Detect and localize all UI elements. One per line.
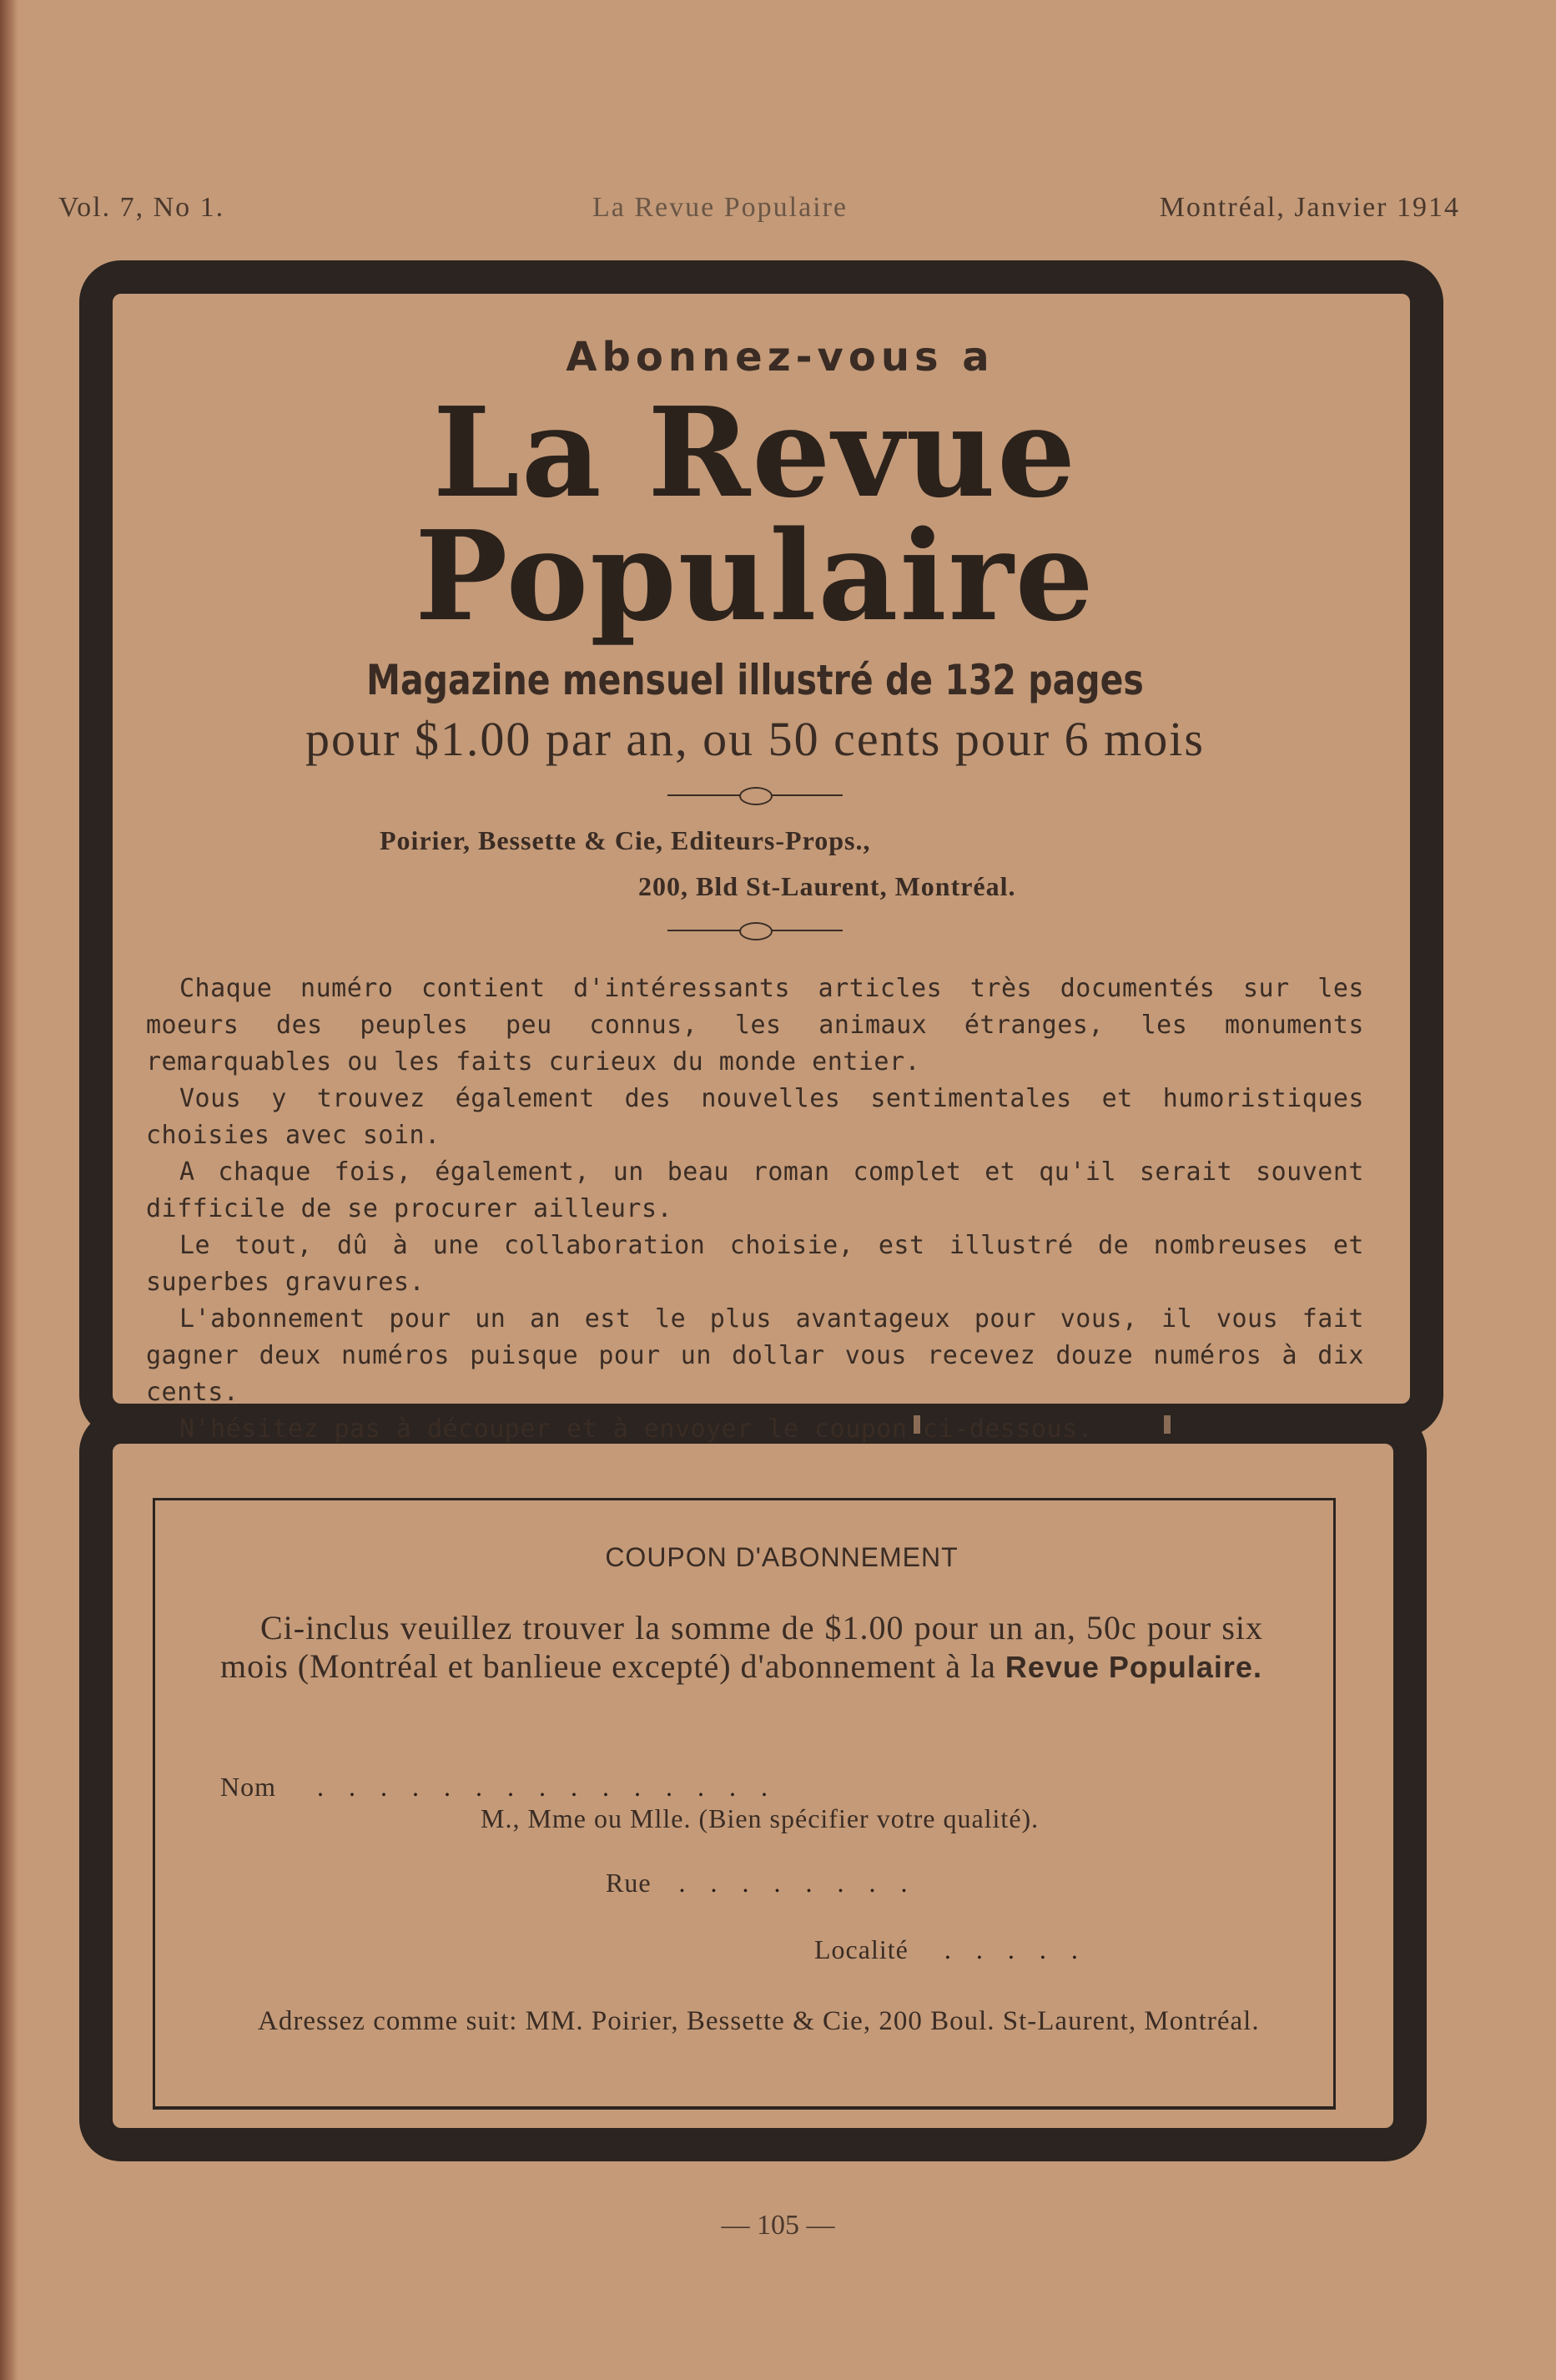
page-number: — 105 — — [721, 2210, 835, 2241]
coupon-title: COUPON D'ABONNEMENT — [605, 1542, 959, 1572]
book-spine-edge — [0, 0, 18, 2380]
running-header — [58, 192, 1460, 234]
mailing-address-text: Adressez comme suit: MM. Poirier, Bessette & Cie, 200 Boul. St-Laurent, Montréal. — [258, 2006, 1260, 2036]
name-label: Nom — [220, 1772, 276, 1802]
body-paragraph: A chaque fois, également, un beau roman complet et qu'il serait souvent difficile de se procurer ailleurs. — [146, 1157, 1364, 1223]
name-hint: M., Mme ou Mlle. (Bien spécifier votre qualité). — [481, 1803, 1040, 1833]
coupon-intro: Ci-inclus veuillez trouver la somme de $1.00 pour un an, 50c pour six mois (Montréal et banlieue excepté) d'abonnement à la — [220, 1609, 1263, 1685]
divider-ornament — [667, 785, 843, 805]
locality-line — [814, 1934, 1103, 1965]
locality-dots: ..... — [944, 1934, 1103, 1964]
publication-name: La Revue Populaire — [592, 192, 848, 223]
body-paragraph: L'abonnement pour un an est le plus avantageux pour vous, il vous fait gagner deux numéros puisque pour un dollar vous recevez douze numéros à dix cents. — [146, 1304, 1364, 1407]
name-line — [220, 1772, 793, 1803]
subscription-advertisement — [146, 334, 1364, 1448]
advertisement-body — [146, 971, 1364, 1448]
magazine-tagline: Magazine mensuel illustré de 132 pages — [366, 656, 1144, 704]
publisher-address: 200, Bld St-Laurent, Montréal. — [638, 871, 1016, 901]
name-dots: ............... — [317, 1772, 793, 1802]
subscription-coupon — [153, 1498, 1336, 2110]
body-paragraph: N'hésitez pas à découper et à envoyer le coupon ci-dessous. — [179, 1414, 1094, 1444]
magazine-title: La Revue Populaire — [415, 380, 1095, 648]
body-paragraph: Chaque numéro contient d'intéressants articles très documentés sur les moeurs des peuples peu connus, les animaux étranges, les monuments remarquables ou les faits curieux du monde entier. — [146, 974, 1364, 1077]
street-label: Rue — [606, 1868, 652, 1898]
publisher-name: Poirier, Bessette & Cie, Editeurs-Props., — [380, 825, 871, 855]
mailing-address — [218, 2001, 1265, 2041]
street-dots: ........ — [678, 1868, 933, 1898]
coupon-magazine-name: Revue Populaire. — [1005, 1650, 1262, 1684]
body-paragraph: Le tout, dû à une collaboration choisie, est illustré de nombreuses et superbes gravures. — [146, 1231, 1364, 1297]
place-date: Montréal, Janvier 1914 — [1159, 192, 1460, 223]
street-line — [606, 1868, 933, 1898]
locality-label: Localité — [814, 1934, 909, 1964]
divider-ornament — [667, 920, 843, 940]
volume-number: Vol. 7, No 1. — [58, 192, 225, 223]
subscribe-heading: Abonnez-vous a — [566, 334, 995, 381]
subscription-price: pour $1.00 par an, ou 50 cents pour 6 mois — [305, 712, 1205, 766]
coupon-text — [220, 1609, 1263, 1687]
body-paragraph: Vous y trouvez également des nouvelles sentimentales et humoristiques choisies avec soin. — [146, 1084, 1364, 1150]
